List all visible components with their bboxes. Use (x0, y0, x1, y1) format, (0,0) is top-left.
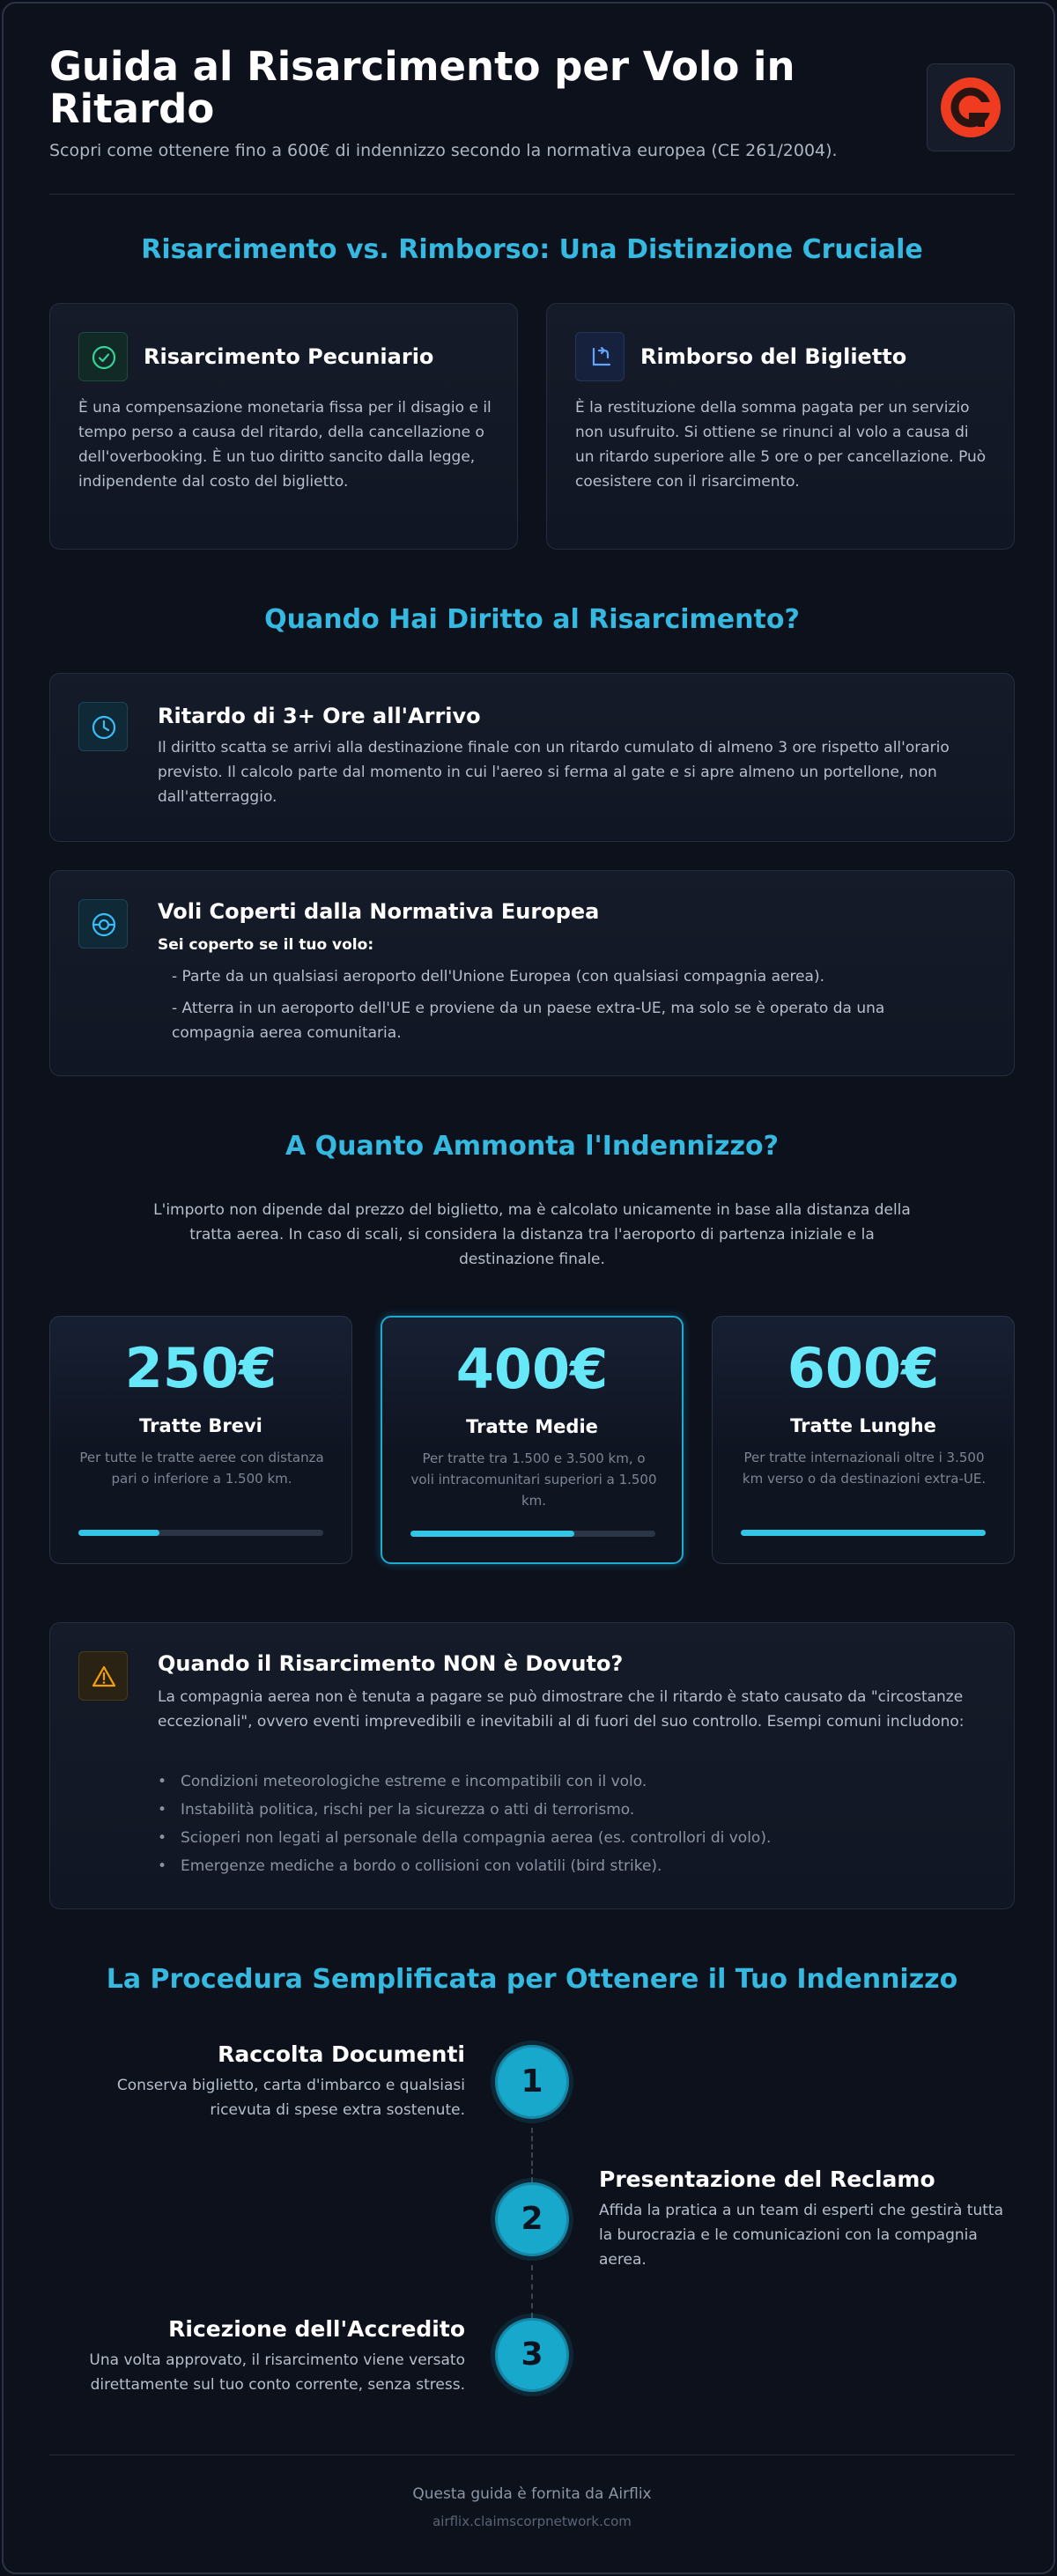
price-desc: Per tutte le tratte aeree con distanza pari o inferiore a 1.500 km. (79, 1450, 324, 1487)
price-title: Tratte Brevi (139, 1415, 262, 1436)
section-title-distinction: Risarcimento vs. Rimborso: Una Distinzione Cruciale (141, 234, 923, 265)
coverage-lead: Sei coperto se il tuo volo: (158, 936, 374, 954)
distance-bar (78, 1530, 323, 1536)
page-title: Guida al Risarcimento per Volo in Ritardo (49, 43, 795, 132)
card-title: Rimborso del Biglietto (640, 344, 907, 369)
warning-icon (92, 1664, 116, 1689)
step-title: Presentazione del Reclamo (599, 2166, 935, 2192)
footer-link[interactable]: airflix.claimscorpnetwork.com (432, 2513, 632, 2529)
price-desc: Per tratte internazionali oltre i 3.500 km verso o da destinazioni extra-UE. (742, 1450, 987, 1487)
amounts-intro: L'importo non dipende dal prezzo del biglietto, ma è calcolato unicamente in base alla distanza della tratta aerea. In caso di scali, si considera la distanza tra l'aeroporto di partenza iniziale e la destinazione finale. (153, 1201, 911, 1268)
card-title: Ritardo di 3+ Ore all'Arrivo (158, 704, 481, 728)
card-icon-box (78, 332, 128, 381)
distance-bar-fill (78, 1530, 159, 1536)
price-card-medium (381, 1316, 684, 1564)
step-text: Affida la pratica a un team di esperti che gestirà tutta la burocrazia e le comunicazioni con la compagnia aerea. (599, 2202, 1003, 2269)
list-item: • Condizioni meteorologiche estreme e incompatibili con il volo. (158, 1768, 771, 1796)
footer-text: Questa guida è fornita da Airflix (412, 2485, 652, 2503)
card-compensation (49, 303, 518, 550)
card-text: Il diritto scatta se arrivi alla destinazione finale con un ritardo cumulato di almeno 3 ore rispetto all'orario previsto. Il calcolo parte dal momento in cui l'aereo si ferma al gate e si apre almeno un portellone, non dall'atterraggio. (158, 739, 950, 806)
header (49, 43, 1015, 195)
clock-icon (92, 715, 116, 740)
page-subtitle: Scopri come ottenere fino a 600€ di indennizzo secondo la normativa europea (CE 261/2004). (49, 141, 838, 160)
coverage-item: - Atterra in un aeroporto dell'UE e proviene da un paese extra-UE, ma solo se è operato da una compagnia aerea comunitaria. (172, 1000, 885, 1042)
card-delay (49, 673, 1015, 842)
card-exclusions (49, 1622, 1015, 1909)
step-number: 3 (495, 2318, 569, 2392)
return-arrow-icon (588, 345, 613, 370)
card-text: È una compensazione monetaria fissa per il disagio e il tempo perso a causa del ritardo, della cancellazione o dell'overbooking. È un tuo diritto sancito dalla legge, indipendente dal costo del biglietto. (78, 399, 492, 491)
step-title: Ricezione dell'Accredito (168, 2316, 465, 2342)
distance-bar-fill (410, 1531, 574, 1537)
step-number: 2 (495, 2182, 569, 2256)
step-title: Raccolta Documenti (218, 2041, 465, 2067)
card-icon-box (78, 1651, 128, 1701)
section-title-procedure: La Procedura Semplificata per Ottenere il Tuo Indennizzo (106, 1964, 958, 1995)
timeline-connector (531, 2128, 533, 2182)
card-title: Voli Coperti dalla Normativa Europea (158, 899, 600, 924)
brand-logo (927, 63, 1015, 151)
card-refund (546, 303, 1015, 550)
section-title-amounts: A Quanto Ammonta l'Indennizzo? (285, 1131, 779, 1162)
price-amount: 400€ (455, 1337, 609, 1401)
price-desc: Per tratte tra 1.500 e 3.500 km, o voli intracomunitari superiori a 1.500 km. (410, 1450, 657, 1509)
distance-bar (741, 1530, 986, 1536)
card-icon-box (575, 332, 625, 381)
timeline-connector (531, 2265, 533, 2318)
price-amount: 250€ (124, 1336, 277, 1400)
list-item: • Emergenze mediche a bordo o collisioni con volatili (bird strike). (158, 1852, 771, 1880)
target-icon (92, 912, 116, 937)
card-text: La compagnia aerea non è tenuta a pagare se può dimostrare che il ritardo è stato causato da "circostanze eccezionali", ovvero eventi imprevedibili e inevitabili al di fuori del suo controllo. Esempi comuni includono: (158, 1688, 965, 1731)
card-text: È la restituzione della somma pagata per un servizio non usufruito. Si ottiene se rinunci al volo a causa di un ritardo superiore alle 5 ore o per cancellazione. Può coesistere con il risarcimento. (575, 399, 987, 491)
coverage-item: - Parte da un qualsiasi aeroporto dell'Unione Europea (con qualsiasi compagnia aerea). (172, 968, 824, 985)
price-card-short (49, 1316, 352, 1564)
step-number: 1 (495, 2045, 569, 2119)
price-title: Tratte Medie (466, 1416, 598, 1437)
logo-icon (939, 76, 1002, 139)
card-coverage (49, 870, 1015, 1076)
list-item: • Instabilità politica, rischi per la sicurezza o atti di terrorismo. (158, 1796, 771, 1824)
page-frame (2, 2, 1055, 2574)
card-title: Quando il Risarcimento NON è Dovuto? (158, 1651, 624, 1676)
step-text: Una volta approvato, il risarcimento viene versato direttamente sul tuo conto corrente, senza stress. (89, 2351, 465, 2394)
price-card-long (712, 1316, 1015, 1564)
card-icon-box (78, 899, 128, 948)
check-circle-icon (92, 345, 116, 370)
step-text: Conserva biglietto, carta d'imbarco e qualsiasi ricevuta di spese extra sostenute. (116, 2077, 465, 2119)
card-title: Risarcimento Pecuniario (144, 344, 434, 369)
distance-bar-fill (741, 1530, 986, 1536)
price-amount: 600€ (787, 1336, 940, 1400)
list-item: • Scioperi non legati al personale della compagnia aerea (es. controllori di volo). (158, 1824, 771, 1852)
section-title-eligibility: Quando Hai Diritto al Risarcimento? (264, 604, 800, 635)
distance-bar (410, 1531, 655, 1537)
price-title: Tratte Lunghe (790, 1415, 936, 1436)
card-icon-box (78, 702, 128, 751)
footer-divider (49, 2454, 1015, 2455)
